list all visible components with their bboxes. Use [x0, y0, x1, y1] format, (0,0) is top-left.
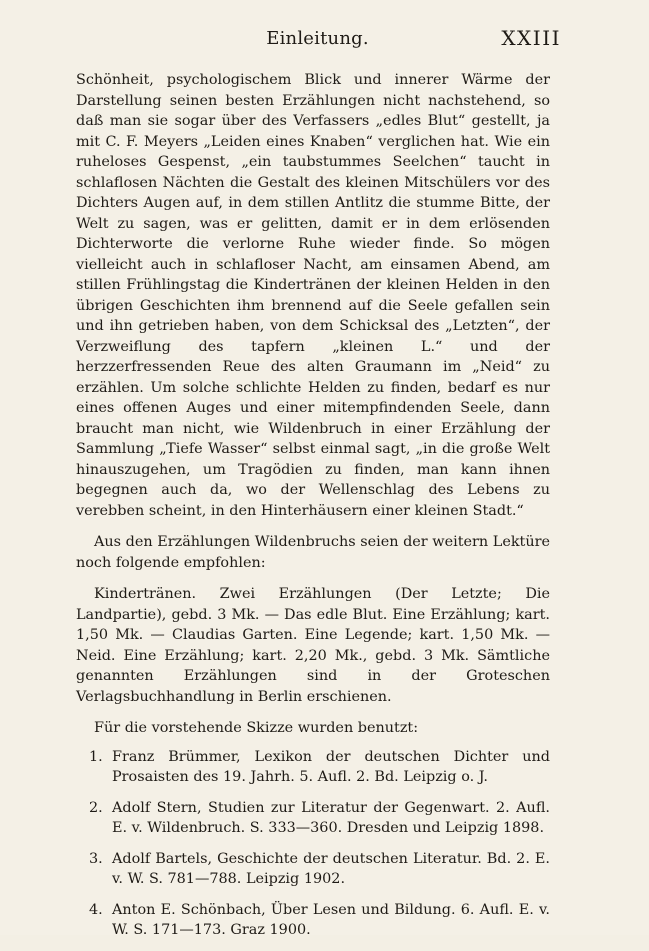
body-text — [76, 70, 550, 951]
source-number: 1. — [89, 748, 103, 765]
source-text: Anton E. Schönbach, Über Lesen und Bildung. 6. Aufl. E. v. W. S. 171—173. Graz 1900. — [112, 901, 550, 938]
paragraph-continuation: Schönheit, psychologischem Blick und innerer Wärme der Darstellung seinen besten Erzählungen nicht nachstehend, so daß man sie sogar über des Verfassers „edles Blut“ gestellt, ja mit C. F. Meyers „Leiden eines Knaben“ verglichen hat. Wie ein ruheloses Gespenst, „ein taubstummes Seelchen“ taucht in schlaflosen Nächten die Gestalt des kleinen Mitschülers vor des Dichters Augen auf, in dem stillen Antlitz die stumme Bitte, der Welt zu sagen, was er gelitten, damit er in dem erlösenden Dichterworte die verlorne Ruhe wieder finde. So mögen vielleicht auch in schlafloser Nacht, am einsamen Abend, am stillen Frühlingstag die Kindertränen der kleinen Helden in den übrigen Geschichten ihm brennend auf die Seele gefallen sein und ihn getrieben haben, von dem Schicksal des „Letzten“, der Verzweiflung des tapfern „kleinen L.“ und der herzzerfressenden Reue des alten Graumann im „Neid“ zu erzählen. Um solche schlichte Helden zu finden, bedarf es nur eines offenen Auges und einer mitempfindenden Seele, dann braucht man nicht, wie Wildenbruch in einer Erzählung der Sammlung „Tiefe Wasser“ selbst einmal sagt, „in die große Welt hinauszugehen, um Tragödien zu finden, man kann ihnen begegnen auch da, wo der Wellenschlag des Lebens zu verebben scheint, in den Hinterhäusern einer kleinen Stadt.“ — [76, 72, 550, 519]
source-text: Adolf Stern, Studien zur Literatur der Gegenwart. 2. Aufl. E. v. Wildenbruch. S. 333—360. Dresden und Leipzig 1898. — [112, 799, 550, 836]
source-text: Adolf Bartels, Geschichte der deutschen Literatur. Bd. 2. E. v. W. S. 781—788. Leipzig 1902. — [112, 850, 550, 887]
source-item — [76, 798, 550, 839]
page-number: XXIII — [501, 26, 561, 50]
source-number: 3. — [89, 850, 103, 867]
source-item — [76, 900, 550, 941]
paragraph-recommended-works: Kindertränen. Zwei Erzählungen (Der Letzte; Die Landpartie), gebd. 3 Mk. — Das edle Blut. Eine Erzählung; kart. 1,50 Mk. — Claudias Garten. Eine Legende; kart. 1,50 Mk. — Neid. Eine Erzählung; kart. 2,20 Mk., gebd. 3 Mk. Sämtliche genannten Erzählungen sind in der Groteschen Verlagsbuchhandlung in Berlin erschienen. — [76, 586, 550, 705]
paragraph-recommendations-intro: Aus den Erzählungen Wildenbruchs seien der weitern Lektüre noch folgende empfohlen: — [76, 534, 550, 571]
source-item — [76, 747, 550, 788]
running-title: Einleitung. — [266, 28, 369, 49]
sources-heading: Für die vorstehende Skizze wurden benutzt: — [94, 720, 419, 736]
source-text: Franz Brümmer, Lexikon der deutschen Dichter und Prosaisten des 19. Jahrh. 5. Aufl. 2. Bd. Leipzig o. J. — [112, 748, 550, 785]
source-list — [76, 747, 550, 941]
source-number: 2. — [89, 799, 103, 816]
page-header — [74, 26, 561, 50]
source-item — [76, 849, 550, 890]
source-number: 4. — [89, 901, 103, 918]
